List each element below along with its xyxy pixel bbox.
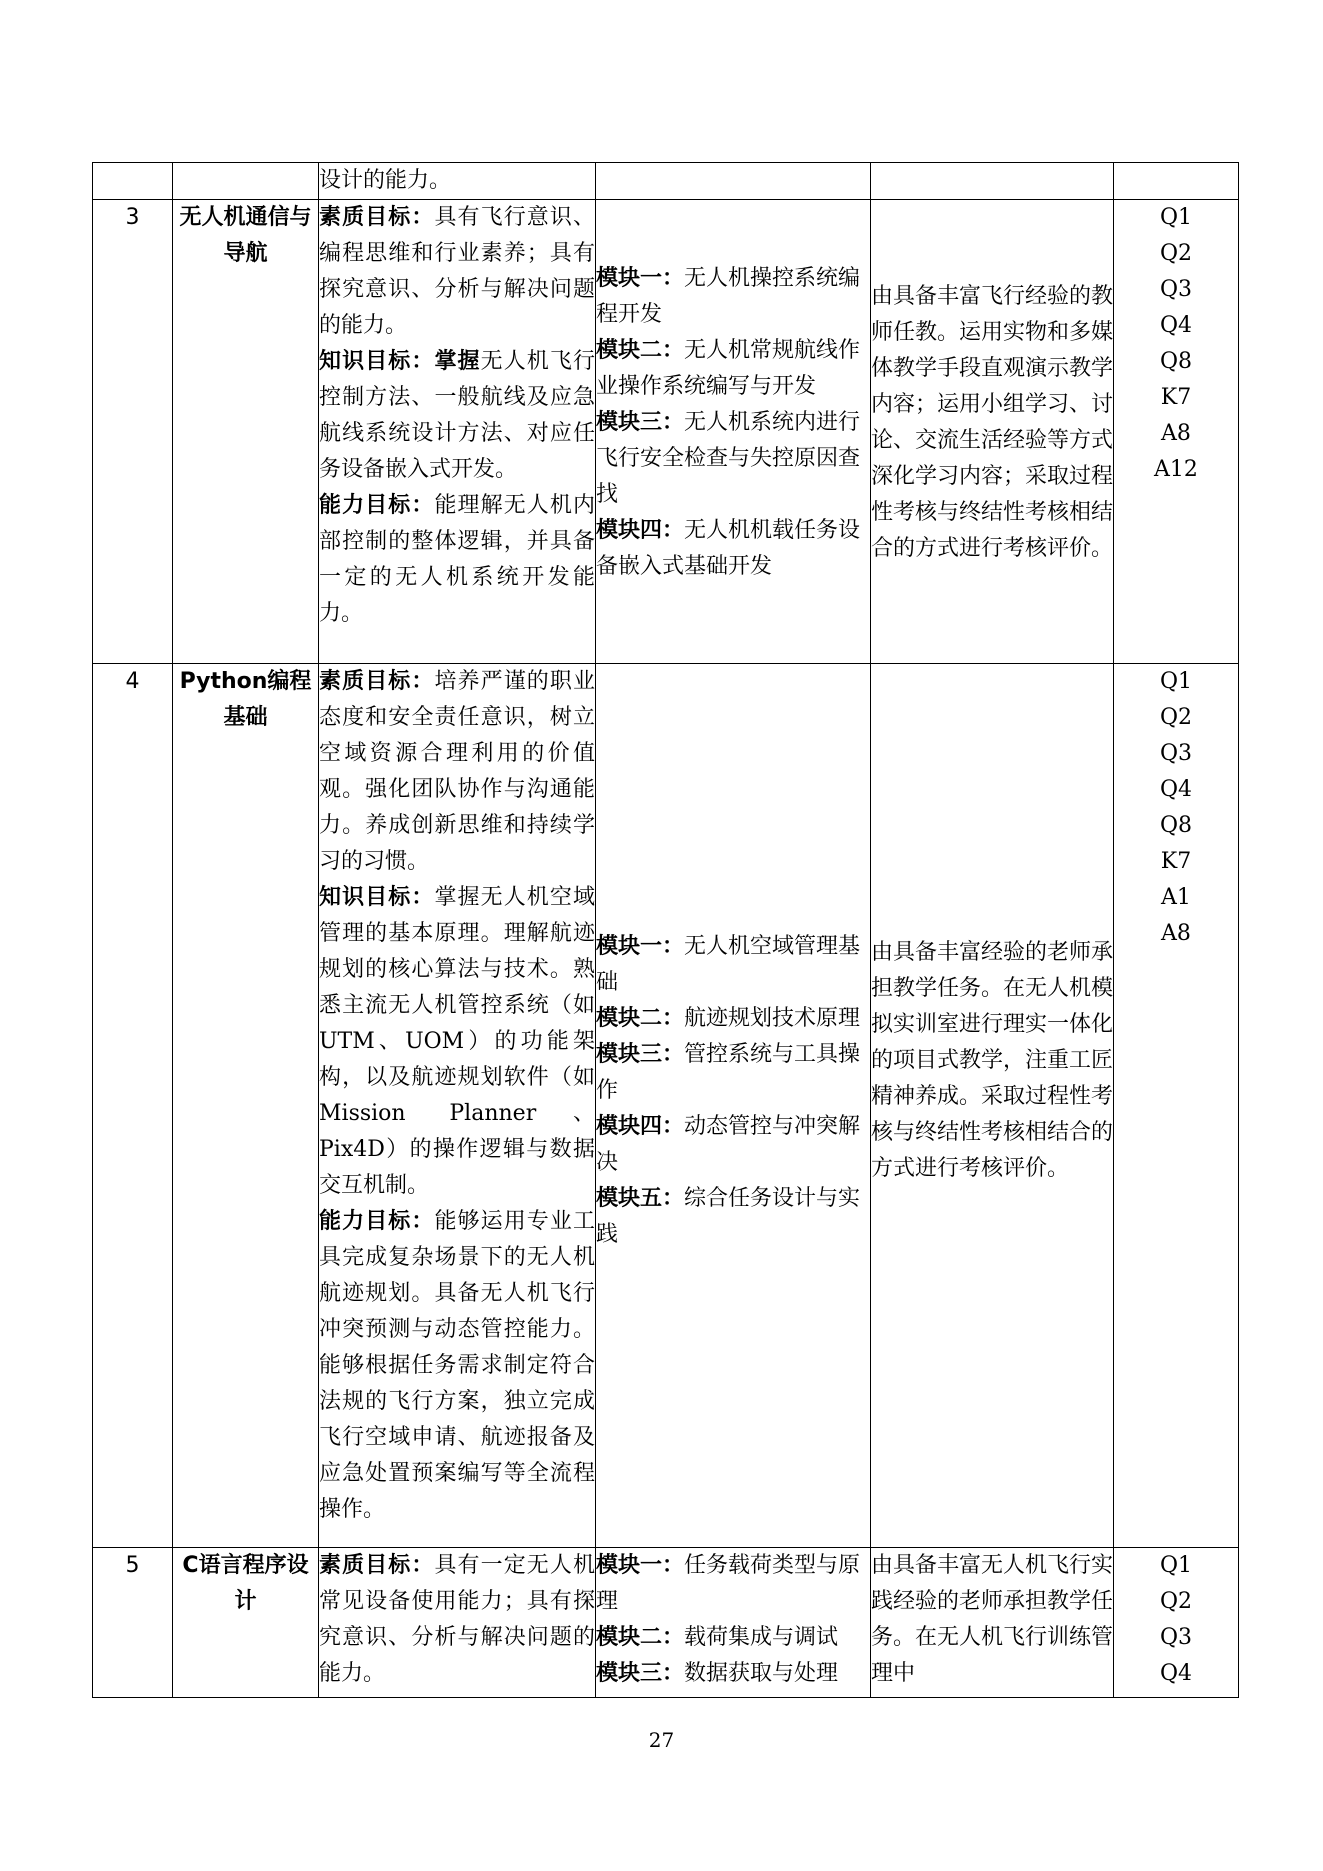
table-row — [93, 200, 1239, 664]
code-item: A12 — [1154, 457, 1198, 482]
course-table — [92, 162, 1239, 1698]
course-method — [871, 163, 1114, 200]
module-item: 模块四：无人机机载任务设备嵌入式基础开发 — [596, 517, 861, 579]
module-item: 模块二：无人机常规航线作业操作系统编写与开发 — [596, 337, 861, 399]
code-item: Q3 — [1159, 1625, 1193, 1650]
module-item: 模块三：数据获取与处理 — [596, 1661, 839, 1686]
course-modules — [596, 163, 871, 200]
method-text: 由具备丰富飞行经验的教师任教。运用实物和多媒体教学手段直观演示教学内容；运用小组学习、讨论、交流生活经验等方式深化学习内容；采取过程性考核与终结性考核相结合的方式进行考核评价。 — [871, 283, 1114, 561]
module-item: 模块三：无人机系统内进行飞行安全检查与失控原因查找 — [596, 409, 861, 507]
code-item: Q1 — [1159, 205, 1193, 230]
course-method — [871, 664, 1114, 1548]
code-item: A8 — [1161, 921, 1191, 946]
method-text: 由具备丰富经验的老师承担教学任务。在无人机模拟实训室进行理实一体化的项目式教学，注重工匠精神养成。采取过程性考核与终结性考核相结合的方式进行考核评价。 — [871, 939, 1114, 1181]
code-item: Q3 — [1159, 741, 1193, 766]
goals-continuation: 设计的能力。 — [319, 168, 452, 193]
code-item: Q4 — [1159, 1661, 1193, 1686]
module-item: 模块二：载荷集成与调试 — [596, 1625, 839, 1650]
course-modules — [596, 1548, 871, 1698]
code-item: Q4 — [1159, 777, 1193, 802]
code-item: Q2 — [1159, 705, 1193, 730]
module-item: 模块一：任务载荷类型与原理 — [596, 1553, 861, 1614]
code-item: Q1 — [1159, 669, 1193, 694]
code-item: Q1 — [1159, 1553, 1193, 1578]
code-item: A8 — [1161, 421, 1191, 446]
ability-goal: 能力目标：能理解无人机内部控制的整体逻辑，并具备一定的无人机系统开发能力。 — [319, 493, 595, 626]
code-item: Q4 — [1159, 313, 1193, 338]
quality-goal: 素质目标：培养严谨的职业态度和安全责任意识，树立空域资源合理利用的价值观。强化团队协作与沟通能力。养成创新思维和持续学习的习惯。 — [319, 669, 595, 874]
quality-goal: 素质目标：具有一定无人机常见设备使用能力；具有探究意识、分析与解决问题的能力。 — [319, 1553, 595, 1686]
method-text: 由具备丰富无人机飞行实践经验的老师承担教学任务。在无人机飞行训练管理中 — [871, 1553, 1114, 1686]
course-number — [93, 163, 173, 200]
course-codes — [1114, 1548, 1239, 1698]
knowledge-goal: 知识目标：掌握无人机空域管理的基本原理。理解航迹规划的核心算法与技术。熟悉主流无人机管控系统（如UTM、UOM）的功能架构，以及航迹规划软件（如Mission Planner、Pix4D）的操作逻辑与数据交互机制。 — [319, 885, 595, 1198]
page-number: 27 — [648, 1728, 675, 1752]
module-item: 模块二：航迹规划技术原理 — [596, 1005, 861, 1031]
knowledge-goal: 知识目标：掌握无人机飞行控制方法、一般航线及应急航线系统设计方法、对应任务设备嵌入式开发。 — [319, 349, 595, 482]
table-row — [93, 163, 1239, 200]
course-codes — [1114, 664, 1239, 1548]
course-name — [173, 163, 319, 200]
course-number: 5 — [93, 1548, 173, 1698]
course-number: 3 — [93, 200, 173, 664]
code-item: K7 — [1160, 385, 1192, 410]
course-name: C语言程序设计 — [173, 1548, 319, 1698]
code-item: Q8 — [1159, 813, 1193, 838]
course-goals — [319, 664, 596, 1548]
course-name: 无人机通信与导航 — [173, 200, 319, 664]
course-name: Python编程基础 — [173, 664, 319, 1548]
module-item: 模块三：管控系统与工具操作 — [596, 1041, 861, 1103]
module-item: 模块五：综合任务设计与实践 — [596, 1185, 861, 1247]
course-number: 4 — [93, 664, 173, 1548]
quality-goal: 素质目标：具有飞行意识、编程思维和行业素养；具有探究意识、分析与解决问题的能力。 — [319, 205, 595, 338]
course-goals — [319, 163, 596, 200]
module-item: 模块一：无人机空域管理基础 — [596, 933, 861, 995]
course-goals — [319, 200, 596, 664]
code-item: Q8 — [1159, 349, 1193, 374]
course-method — [871, 200, 1114, 664]
course-codes — [1114, 163, 1239, 200]
course-goals — [319, 1548, 596, 1698]
code-item: Q3 — [1159, 277, 1193, 302]
table-row — [93, 664, 1239, 1548]
course-modules — [596, 200, 871, 664]
course-modules — [596, 664, 871, 1548]
ability-goal: 能力目标：能够运用专业工具完成复杂场景下的无人机航迹规划。具备无人机飞行冲突预测与动态管控能力。能够根据任务需求制定符合法规的飞行方案，独立完成飞行空域申请、航迹报备及应急处置预案编写等全流程操作。 — [319, 1209, 595, 1522]
course-codes — [1114, 200, 1239, 664]
code-item: K7 — [1160, 849, 1192, 874]
course-method — [871, 1548, 1114, 1698]
table-row — [93, 1548, 1239, 1698]
module-item: 模块四：动态管控与冲突解决 — [596, 1113, 861, 1175]
code-item: Q2 — [1159, 241, 1193, 266]
code-item: Q2 — [1159, 1589, 1193, 1614]
code-item: A1 — [1161, 885, 1191, 910]
module-item: 模块一：无人机操控系统编程开发 — [596, 265, 861, 327]
